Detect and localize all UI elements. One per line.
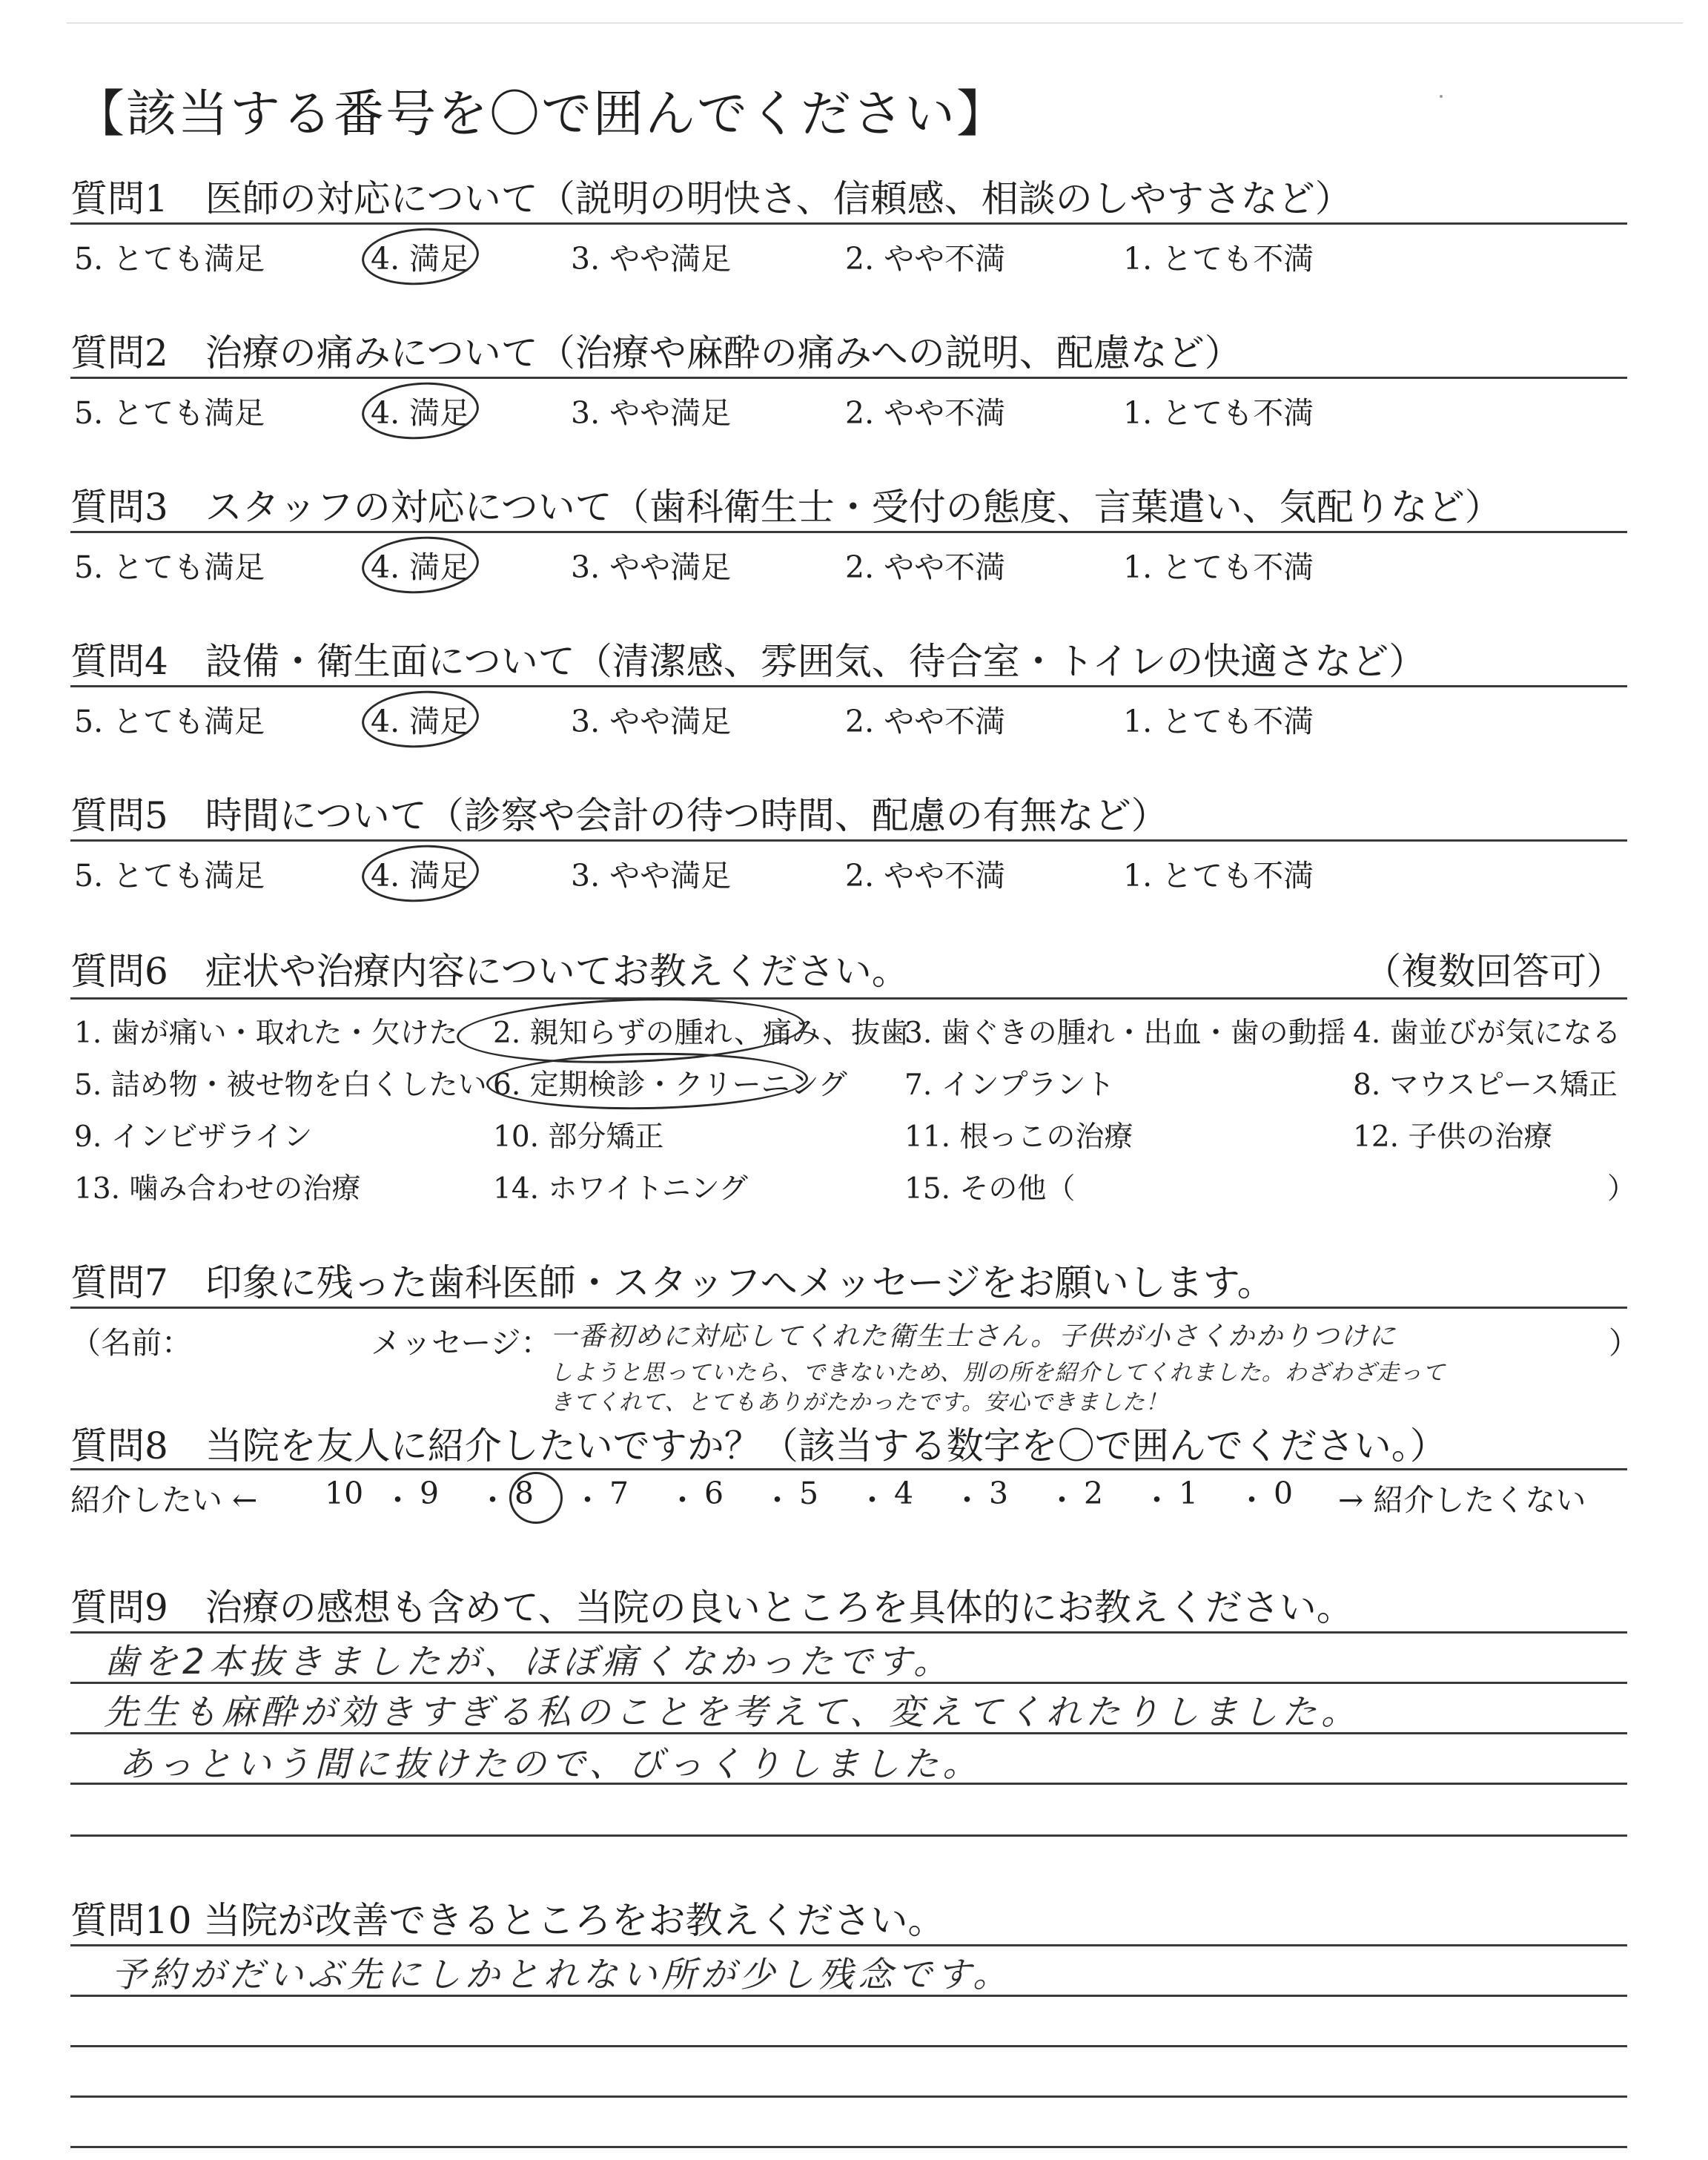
q1-option: 3. やや満足 [571,241,732,277]
q2-option: 1. とても不満 [1123,395,1314,431]
q6-option: 9. インビザライン [74,1120,313,1154]
q7-header: 質問7 印象に残った歯科医師・スタッフへメッセージをお願いします。 [70,1261,1274,1304]
q9-rule-4 [70,1834,1627,1837]
q2-option: 5. とても満足 [74,395,265,431]
q6-option: 5. 詰め物・被せ物を白くしたい [74,1069,487,1102]
q9-rule-0 [70,1631,1627,1634]
q4-option: 2. やや不満 [845,704,1006,739]
q10-rule-2 [70,2045,1627,2047]
q10-rule-0 [70,1944,1627,1946]
q5-option: 5. とても満足 [74,858,265,894]
q1-option: 4. 満足 [371,241,471,277]
q8-scale-number: 5 [799,1476,819,1511]
q8-scale-number: 2 [1084,1476,1104,1511]
q6-option: 12. 子供の治療 [1353,1120,1553,1154]
q8-right-label: → 紹介したくない [1338,1482,1586,1518]
q1-option: 2. やや不満 [845,241,1006,277]
q4-header: 質問4 設備・衛生面について（清潔感、雰囲気、待合室・トイレの快適さなど） [70,640,1426,683]
q10-answer-line-1: 予約がだいぶ先にしかとれない所が少し残念です。 [111,1955,1013,1995]
q6-option: 7. インプラント [904,1069,1115,1102]
q6-option: 13. 噛み合わせの治療 [74,1172,361,1206]
q9-answer-line-2: 先生も麻酔が効きすぎる私のことを考えて、変えてくれたりしました。 [104,1692,1361,1733]
q5-header: 質問5 時間について（診察や会計の待つ時間、配慮の有無など） [70,794,1168,837]
q8-scale-number: 8 [514,1476,534,1511]
q6-option: 4. 歯並びが気になる [1353,1017,1621,1050]
q4-option: 4. 満足 [371,704,471,739]
q8-scale-separator: ・ [667,1482,698,1518]
q7-message-line-1: 一番初めに対応してくれた衛生士さん。子供が小さくかかりつけに [550,1321,1397,1352]
q8-scale-separator: ・ [1047,1482,1077,1518]
q4-option: 5. とても満足 [74,704,265,739]
q8-header: 質問8 当院を友人に紹介したいですか？（該当する数字を〇で囲んでください。） [70,1424,1447,1467]
q3-option: 5. とても満足 [74,549,265,585]
q7-message-label: メッセージ： [371,1325,552,1361]
q8-scale-separator: ・ [572,1482,603,1518]
q2-header: 質問2 治療の痛みについて（治療や麻酔の痛みへの説明、配慮など） [70,331,1242,374]
form-title: 【該当する番号を〇で囲んでください】 [74,85,1009,144]
top-divider [67,22,1683,24]
q5-option: 1. とても不満 [1123,858,1314,894]
q8-scale-separator: ・ [383,1482,413,1518]
q6-option: 14. ホワイトニング [493,1172,748,1206]
q6-option: 1. 歯が痛い・取れた・欠けた [74,1017,458,1050]
q3-option: 3. やや満足 [571,549,732,585]
q1-rule [70,222,1627,225]
q8-scale-separator: ・ [952,1482,982,1518]
q8-scale-number: 9 [420,1476,440,1511]
q7-name-label: （名前： [70,1325,192,1361]
q9-answer-line-1: 歯を2本抜きましたが、ほぼ痛くなかったです。 [104,1642,953,1682]
q7-rule [70,1307,1627,1309]
q6-option: 11. 根っこの治療 [904,1120,1133,1154]
q3-option: 4. 満足 [371,549,471,585]
q8-scale-number: 4 [894,1476,914,1511]
q6-note: （複数回答可） [1364,950,1623,993]
q10-header: 質問10 当院が改善できるところをお教えください。 [70,1899,945,1942]
q3-option: 2. やや不満 [845,549,1006,585]
q8-rule [70,1468,1627,1470]
q8-scale-number: 10 [325,1476,364,1511]
q3-option: 1. とても不満 [1123,549,1314,585]
q8-scale-separator: ・ [857,1482,887,1518]
q6-option: 6. 定期検診・クリーニング [493,1069,847,1102]
q2-rule [70,377,1627,379]
q9-answer-line-3: あっという間に抜けたので、びっくりしました。 [119,1744,982,1785]
q10-rule-3 [70,2095,1627,2098]
q8-left-label: 紹介したい ← [70,1482,258,1518]
q8-scale-separator: ・ [477,1482,508,1518]
q4-option: 3. やや満足 [571,704,732,739]
q6-option: 8. マウスピース矯正 [1353,1069,1618,1102]
q3-rule [70,531,1627,533]
q8-selection-circle [509,1472,563,1524]
q3-header: 質問3 スタッフの対応について（歯科衛生士・受付の態度、言葉遣い、気配りなど） [70,486,1502,529]
q1-option: 5. とても満足 [74,241,265,277]
scan-speck [1440,95,1443,98]
q2-option: 2. やや不満 [845,395,1006,431]
q9-header: 質問9 治療の感想も含めて、当院の良いところを具体的にお教えください。 [70,1586,1354,1629]
q6-option: ） [1607,1172,1637,1206]
q8-scale-separator: ・ [1142,1482,1172,1518]
q5-rule [70,839,1627,842]
q8-scale-number: 1 [1179,1476,1199,1511]
q8-scale-number: 7 [609,1476,629,1511]
q7-message-line-2: しようと思っていたら、できないため、別の所を紹介してくれました。わざわざ走って [550,1360,1446,1386]
q8-scale-number: 0 [1274,1476,1294,1511]
q8-scale-separator: ・ [1237,1482,1267,1518]
q6-header: 質問6 症状や治療内容についてお教えください。 [70,950,909,993]
q6-rule [70,997,1627,1000]
q2-option: 4. 満足 [371,395,471,431]
q6-option: 3. 歯ぐきの腫れ・出血・歯の動揺 [904,1017,1346,1050]
q5-option: 4. 満足 [371,858,471,894]
q4-option: 1. とても不満 [1123,704,1314,739]
q10-rule-4 [70,2146,1627,2148]
q1-option: 1. とても不満 [1123,241,1314,277]
q5-option: 3. やや満足 [571,858,732,894]
q6-option: 2. 親知らずの腫れ、痛み、抜歯 [493,1017,910,1050]
q1-header: 質問1 医師の対応について（説明の明快さ、信頼感、相談のしやすさなど） [70,177,1352,220]
q2-option: 3. やや満足 [571,395,732,431]
q6-option: 10. 部分矯正 [493,1120,664,1154]
q4-rule [70,685,1627,687]
q5-option: 2. やや不満 [845,858,1006,894]
q6-option: 15. その他（ [904,1172,1076,1206]
q7-close-paren: ） [1609,1325,1639,1361]
q8-scale-number: 6 [704,1476,724,1511]
q7-message-line-3: きてくれて、とてもありがたかったです。安心できました！ [550,1390,1168,1416]
q8-scale-number: 3 [989,1476,1009,1511]
q8-scale-separator: ・ [762,1482,792,1518]
